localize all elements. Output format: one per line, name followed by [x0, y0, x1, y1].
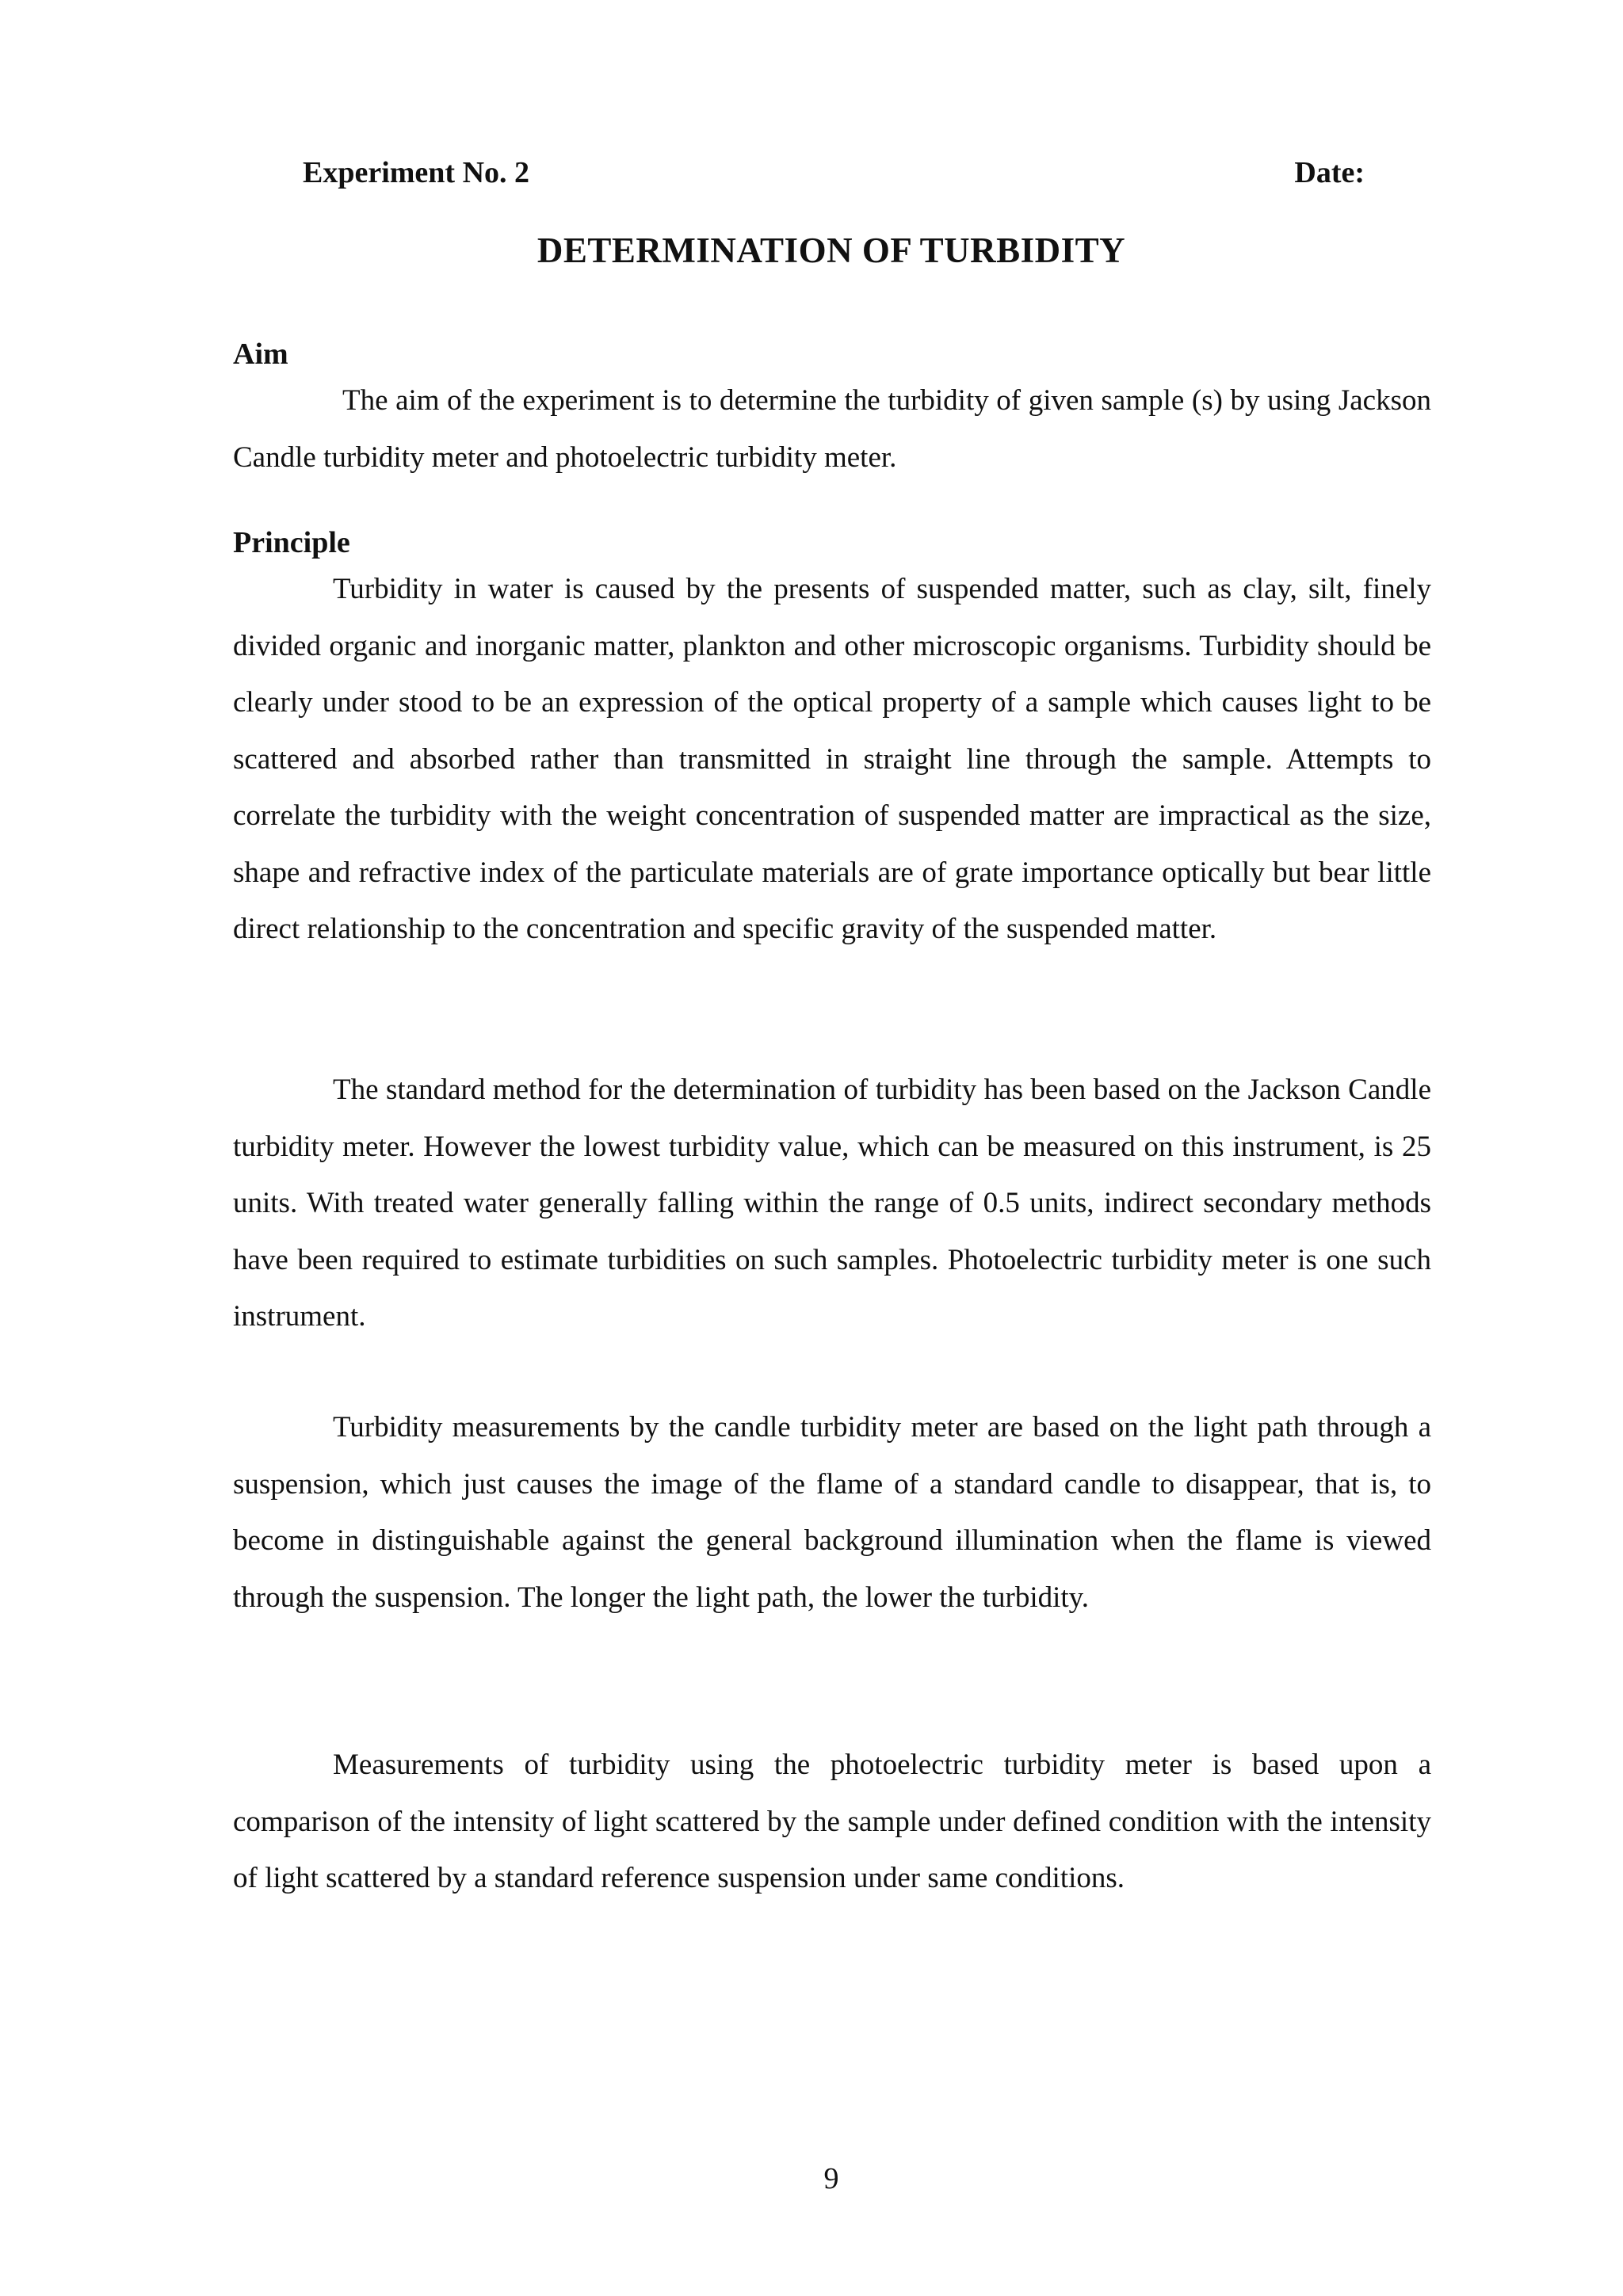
principle-heading: Principle: [233, 526, 350, 559]
principle-paragraph-4-block: [233, 1737, 1431, 1907]
principle-paragraph-2-block: [233, 1062, 1431, 1345]
date-label: Date:: [1294, 156, 1365, 189]
aim-heading: Aim: [233, 338, 288, 371]
header-line: [303, 155, 1365, 195]
experiment-number: Experiment No. 2: [303, 156, 530, 189]
principle-paragraph-1: Turbidity in water is caused by the presents of suspended matter, such as clay, silt, finely divided organic and inorganic matter, plankton and other microscopic organisms. Turbidity should be clearly under stood to be an expression of the optical property of a sample which causes light to be scattered and absorbed rather than transmitted in straight line through the sample. Attempts to correlate the turbidity with the weight concentration of suspended matter are impractical as the size, shape and refractive index of the particulate materials are of grate importance optically but bear little direct relationship to the concentration and specific gravity of the suspended matter.: [233, 573, 1431, 945]
principle-paragraph-4: Measurements of turbidity using the photoelectric turbidity meter is based upon a comparison of the intensity of light scattered by the sample under defined condition with the intensity of light scattered by a standard reference suspension under same conditions.: [233, 1749, 1431, 1894]
aim-text: The aim of the experiment is to determine the turbidity of given sample (s) by using Jackson Candle turbidity meter and photoelectric turbidity meter.: [233, 384, 1431, 474]
principle-paragraph-3-block: [233, 1399, 1431, 1626]
page-number: 9: [823, 2162, 839, 2195]
aim-section: [233, 336, 1431, 486]
page-title: DETERMINATION OF TURBIDITY: [537, 231, 1126, 270]
principle-paragraph-2: The standard method for the determination of turbidity has been based on the Jackson Candle turbidity meter. However the lowest turbidity value, which can be measured on this instrument, is 25 units. With treated water generally falling within the range of 0.5 units, indirect secondary methods have been required to estimate turbidities on such samples. Photoelectric turbidity meter is one such instrument.: [233, 1074, 1431, 1333]
principle-paragraph-3: Turbidity measurements by the candle turbidity meter are based on the light path through a suspension, which just causes the image of the flame of a standard candle to disappear, that is, to become in distinguishable against the general background illumination when the flame is viewed through the suspension. The longer the light path, the lower the turbidity.: [233, 1411, 1431, 1614]
principle-section: [233, 524, 1431, 958]
